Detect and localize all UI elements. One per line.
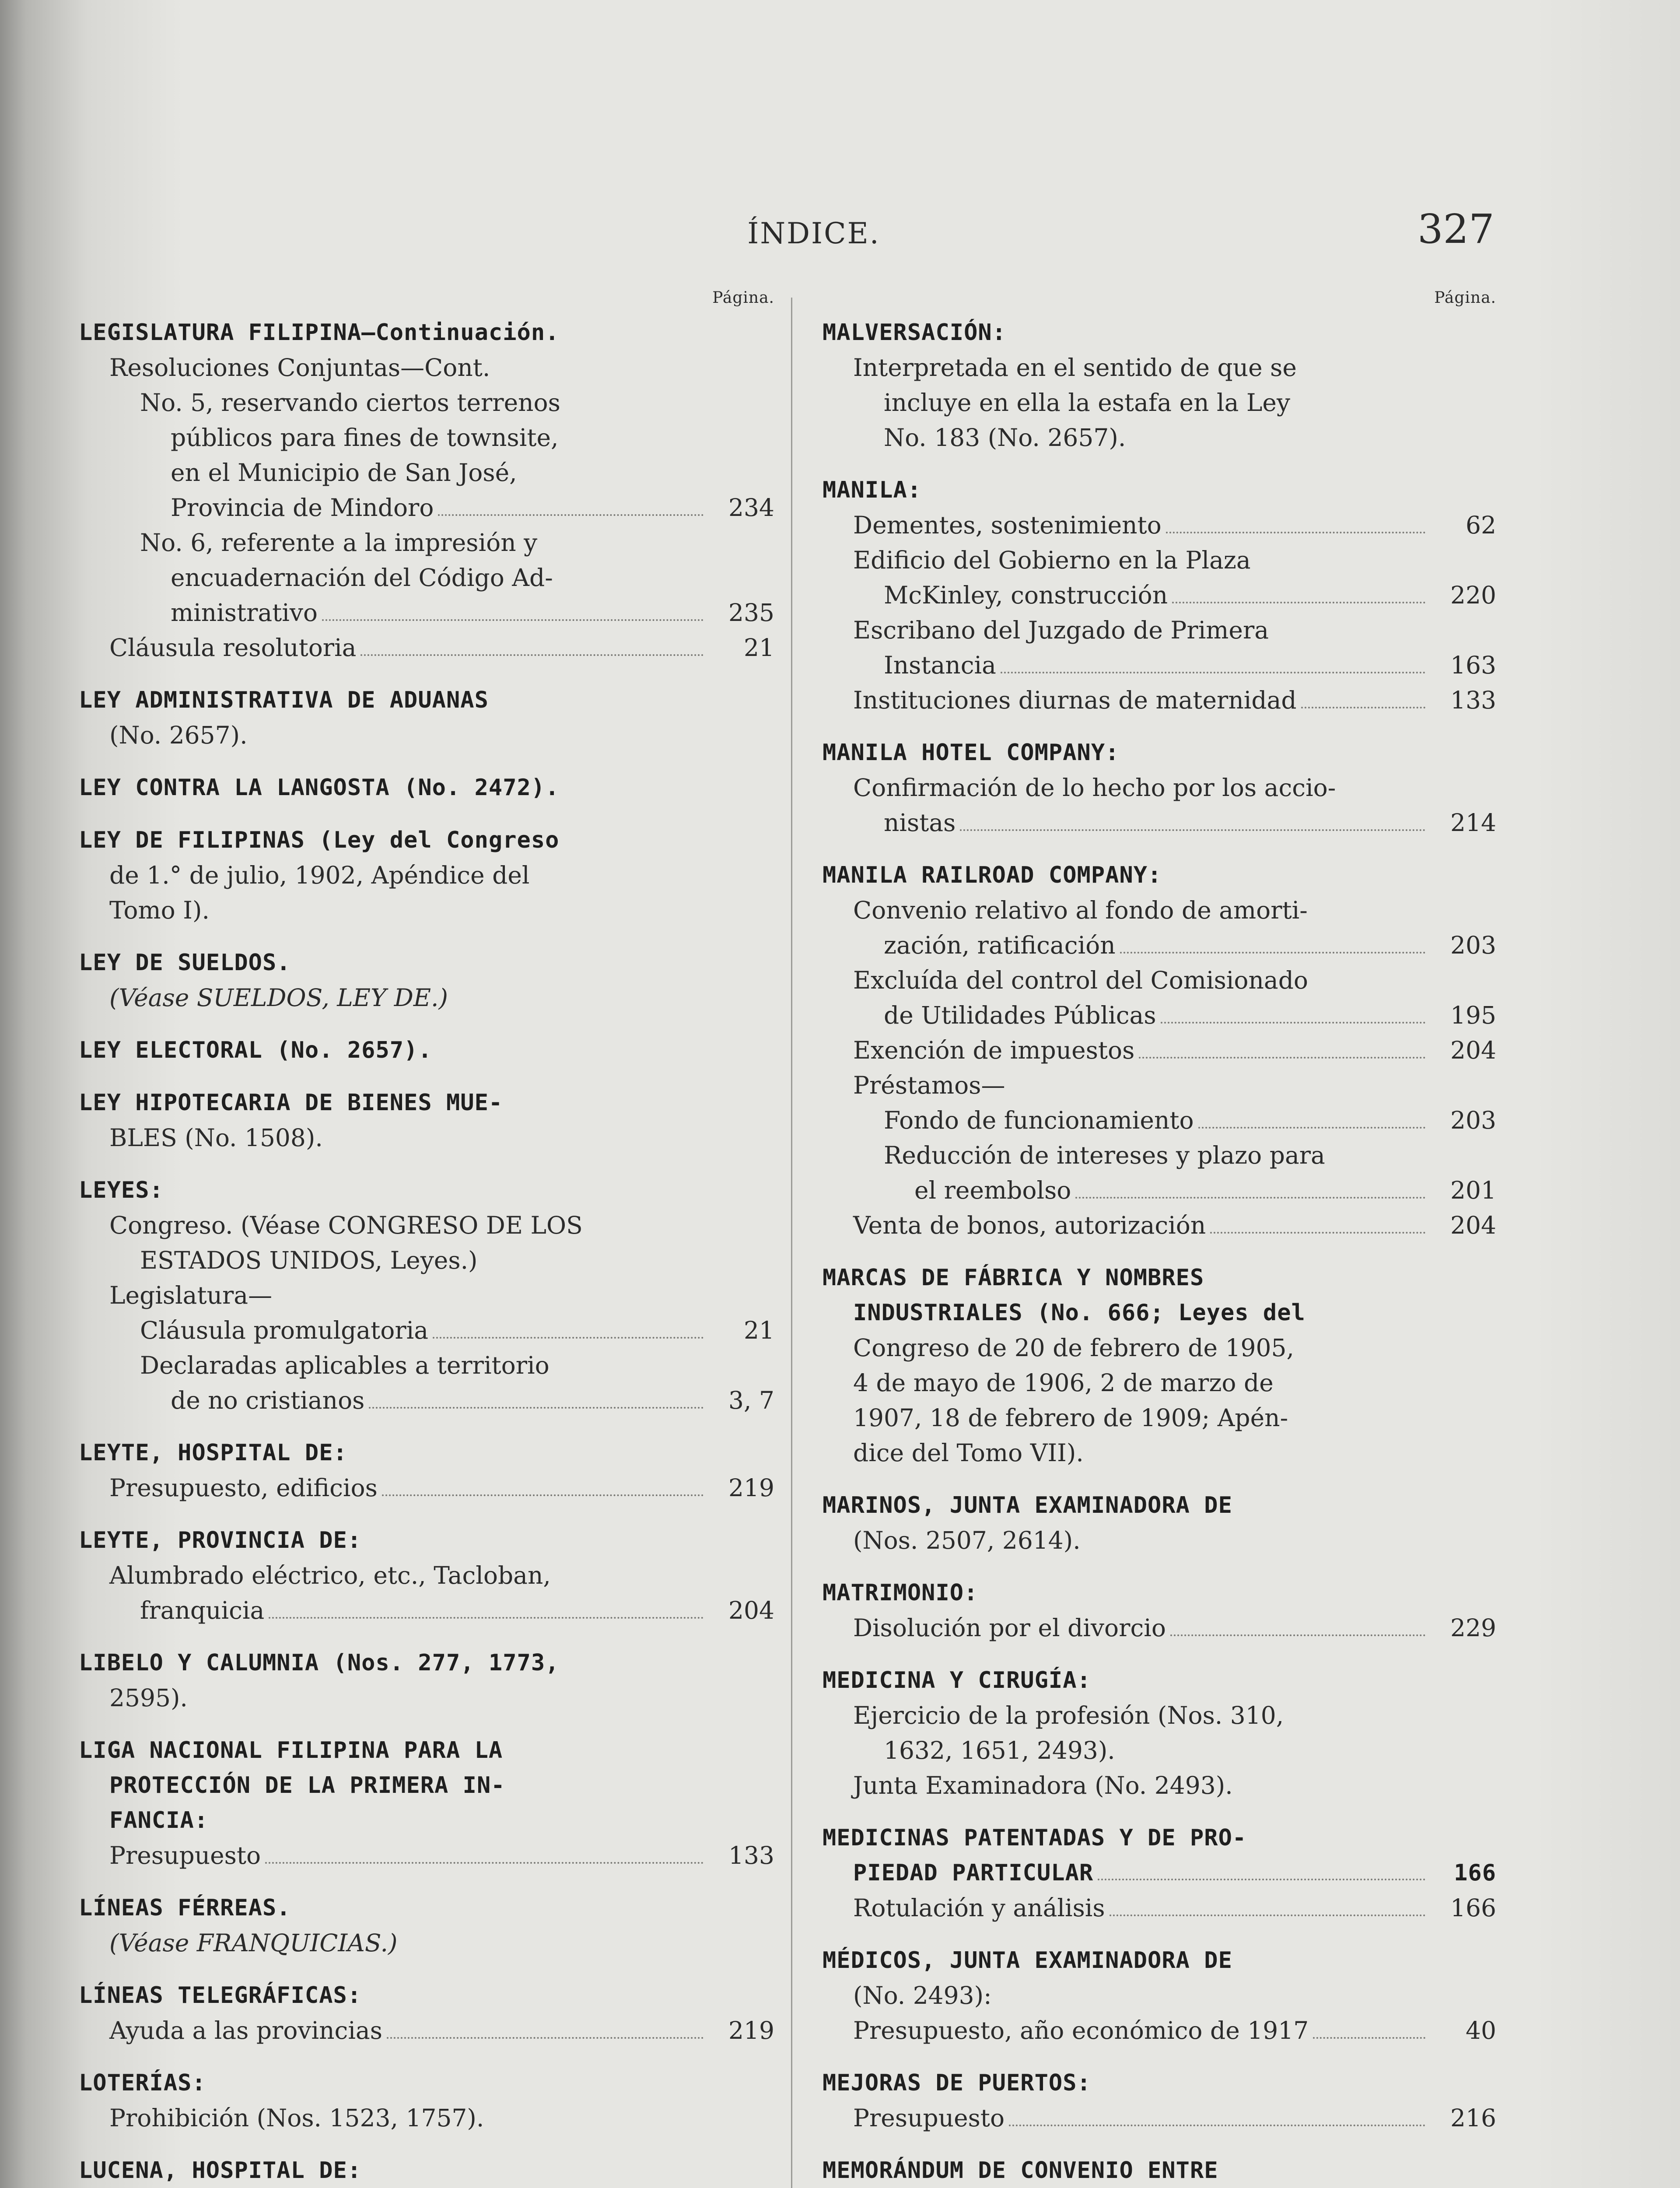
- index-line-with-page: [822, 998, 1496, 1033]
- index-line: 4 de mayo de 1906, 2 de marzo de: [853, 1369, 1274, 1397]
- index-line: Tomo I).: [109, 896, 210, 924]
- index-line-with-page: [822, 1208, 1496, 1243]
- index-line-text: Presupuesto, edificios: [109, 1474, 378, 1502]
- index-line-with-page: [822, 683, 1496, 718]
- index-heading: PROTECCIÓN DE LA PRIMERA IN-: [109, 1772, 505, 1799]
- index-line: (Véase SUELDOS, LEY DE.): [109, 984, 448, 1012]
- page-reference: 166: [1454, 1860, 1496, 1886]
- index-line-text: el reembolso: [914, 1176, 1071, 1204]
- page-reference: 229: [1450, 1614, 1496, 1642]
- page-reference: 216: [1450, 2104, 1496, 2132]
- dot-leader: [1313, 2037, 1425, 2039]
- index-line: 2595).: [109, 1684, 188, 1712]
- index-line: BLES (No. 1508).: [109, 1124, 323, 1152]
- page-reference: 40: [1466, 2016, 1496, 2044]
- index-entry: [822, 735, 1496, 840]
- index-entry: [79, 683, 774, 753]
- index-entry: [79, 1435, 774, 1505]
- index-line-text: Disolución por el divorcio: [853, 1614, 1166, 1642]
- index-line-text: Provincia de Mindoro: [171, 494, 434, 522]
- index-entry: [822, 473, 1496, 718]
- index-heading: LÍNEAS TELEGRÁFICAS:: [79, 1982, 362, 2009]
- index-line-with-page: [79, 1313, 774, 1348]
- dot-leader: [960, 829, 1425, 831]
- index-line-with-page: [822, 2013, 1496, 2048]
- index-line-text: Exención de impuestos: [853, 1036, 1135, 1064]
- index-line-text: de Utilidades Públicas: [884, 1001, 1156, 1029]
- index-line: Excluída del control del Comisionado: [853, 966, 1309, 994]
- dot-leader: [1075, 1197, 1425, 1199]
- index-line-with-page: [822, 1103, 1496, 1138]
- index-line: Legislatura—: [109, 1281, 273, 1309]
- index-line-with-page: [822, 1610, 1496, 1645]
- index-line-with-page: [79, 630, 774, 665]
- page-reference: 133: [1450, 686, 1496, 714]
- index-entry: [822, 1820, 1496, 1925]
- index-line: No. 183 (No. 2657).: [884, 424, 1126, 452]
- index-line-text: Ayuda a las provincias: [109, 2016, 382, 2044]
- index-entry: [79, 770, 774, 805]
- index-line-text: Cláusula promulgatoria: [140, 1316, 429, 1344]
- index-entry: [79, 1085, 774, 1155]
- index-line-text: McKinley, construcción: [884, 581, 1168, 609]
- index-line-text: nistas: [884, 809, 956, 837]
- index-heading: MALVERSACIÓN:: [822, 319, 1006, 346]
- index-entry: [822, 1260, 1496, 1470]
- index-line-text: Venta de bonos, autorización: [853, 1211, 1206, 1239]
- index-line: ESTADOS UNIDOS, Leyes.): [140, 1246, 478, 1274]
- page-reference: 21: [744, 1316, 774, 1344]
- page-reference: 163: [1450, 651, 1496, 679]
- index-line-with-page: [822, 1855, 1496, 1890]
- index-column-left: [79, 289, 774, 2188]
- index-heading: LEY DE FILIPINAS (Ley del Congreso: [79, 827, 560, 853]
- index-line: encuadernación del Código Ad-: [171, 564, 553, 592]
- page-reference: 204: [728, 1596, 774, 1624]
- index-entry: [822, 858, 1496, 1243]
- index-line: 1907, 18 de febrero de 1909; Apén-: [853, 1404, 1288, 1432]
- index-line-with-page: [822, 928, 1496, 963]
- index-line-text: Presupuesto: [853, 2104, 1005, 2132]
- index-line-with-page: [822, 805, 1496, 840]
- index-line-with-page: [822, 1890, 1496, 1925]
- dot-leader: [360, 654, 704, 656]
- index-heading: MATRIMONIO:: [822, 1580, 978, 1606]
- index-heading: LEYTE, HOSPITAL DE:: [79, 1440, 347, 1466]
- index-heading: MARINOS, JUNTA EXAMINADORA DE: [822, 1492, 1232, 1518]
- index-line: dice del Tomo VII).: [853, 1439, 1084, 1467]
- dot-leader: [438, 514, 704, 516]
- index-line: de 1.° de julio, 1902, Apéndice del: [109, 861, 530, 889]
- index-heading: LIBELO Y CALUMNIA (Nos. 277, 1773,: [79, 1650, 560, 1676]
- index-heading: MANILA:: [822, 477, 922, 503]
- dot-leader: [1172, 602, 1425, 603]
- index-line: 1632, 1651, 2493).: [884, 1736, 1115, 1764]
- index-entry: [79, 315, 774, 665]
- index-line-with-page: [79, 2013, 774, 2048]
- index-heading: LEY ELECTORAL (No. 2657).: [79, 1037, 432, 1063]
- index-line-text: PIEDAD PARTICULAR: [853, 1860, 1094, 1886]
- page-reference: 204: [1450, 1036, 1496, 1064]
- dot-leader: [369, 1407, 704, 1409]
- index-line: en el Municipio de San José,: [171, 459, 517, 487]
- index-line: Ejercicio de la profesión (Nos. 310,: [853, 1701, 1284, 1729]
- index-line-with-page: [79, 595, 774, 630]
- pagina-label: Página.: [1434, 289, 1496, 307]
- page-reference: 220: [1450, 581, 1496, 609]
- index-entry: [79, 1733, 774, 1873]
- index-line-with-page: [822, 2100, 1496, 2135]
- index-entry: [79, 823, 774, 928]
- page-reference: 214: [1450, 809, 1496, 837]
- dot-leader: [433, 1337, 704, 1339]
- index-line: (Véase FRANQUICIAS.): [109, 1929, 398, 1957]
- index-line-text: franquicia: [140, 1596, 265, 1624]
- page-reference: 133: [728, 1841, 774, 1869]
- index-entry: [79, 2153, 774, 2188]
- index-line: No. 5, reservando ciertos terrenos: [140, 389, 560, 417]
- pagina-label: Página.: [712, 289, 774, 307]
- index-line-text: Cláusula resolutoria: [109, 634, 357, 662]
- page-reference: 166: [1450, 1894, 1496, 1922]
- index-entry: [822, 2153, 1496, 2188]
- index-entry: [79, 1173, 774, 1418]
- index-line-text: ministrativo: [171, 599, 318, 627]
- index-heading: FANCIA:: [109, 1807, 209, 1834]
- page-reference: 201: [1450, 1176, 1496, 1204]
- index-line-text: Presupuesto: [109, 1841, 261, 1869]
- index-line: Junta Examinadora (No. 2493).: [853, 1771, 1233, 1799]
- dot-leader: [1139, 1057, 1425, 1059]
- page-number: 327: [1418, 206, 1494, 252]
- index-heading: INDUSTRIALES (No. 666; Leyes del: [853, 1300, 1306, 1326]
- index-line: Prohibición (Nos. 1523, 1757).: [109, 2104, 484, 2132]
- index-line-with-page: [79, 1383, 774, 1418]
- index-line: Congreso. (Véase CONGRESO DE LOS: [109, 1211, 583, 1239]
- index-heading: MEMORÁNDUM DE CONVENIO ENTRE: [822, 2157, 1218, 2184]
- index-line: (No. 2493):: [853, 1981, 992, 2009]
- index-line-with-page: [79, 1593, 774, 1628]
- index-heading: LEGISLATURA FILIPINA—Continuación.: [79, 319, 560, 346]
- index-entry: [822, 1943, 1496, 2048]
- index-entry: [822, 315, 1496, 455]
- index-heading: LIGA NACIONAL FILIPINA PARA LA: [79, 1737, 503, 1764]
- index-line: Reducción de intereses y plazo para: [884, 1141, 1325, 1169]
- index-heading: LEY HIPOTECARIA DE BIENES MUE-: [79, 1090, 503, 1116]
- dot-leader: [1120, 952, 1425, 954]
- dot-leader: [322, 619, 704, 621]
- index-line-with-page: [822, 508, 1496, 543]
- dot-leader: [1166, 532, 1425, 533]
- index-line: Alumbrado eléctrico, etc., Tacloban,: [109, 1561, 551, 1589]
- index-heading: MEDICINAS PATENTADAS Y DE PRO-: [822, 1825, 1247, 1851]
- index-heading: LÍNEAS FÉRREAS.: [79, 1895, 291, 1921]
- index-line-with-page: [79, 1838, 774, 1873]
- dot-leader: [269, 1617, 704, 1619]
- index-heading: LEY CONTRA LA LANGOSTA (No. 2472).: [79, 775, 560, 801]
- index-heading: MANILA HOTEL COMPANY:: [822, 740, 1120, 766]
- index-entry: [79, 1523, 774, 1628]
- dot-leader: [1170, 1634, 1425, 1636]
- index-entry: [79, 1978, 774, 2048]
- index-line-with-page: [822, 578, 1496, 613]
- index-heading: LEYTE, PROVINCIA DE:: [79, 1527, 362, 1553]
- dot-leader: [1001, 672, 1425, 673]
- index-heading: LUCENA, HOSPITAL DE:: [79, 2157, 362, 2184]
- index-line: Préstamos—: [853, 1071, 1005, 1099]
- dot-leader: [1009, 2125, 1425, 2126]
- index-line-with-page: [79, 1470, 774, 1505]
- index-column-right: [822, 289, 1496, 2188]
- index-heading: MEDICINA Y CIRUGÍA:: [822, 1667, 1091, 1694]
- dot-leader: [1301, 707, 1425, 708]
- index-heading: LEY DE SUELDOS.: [79, 950, 291, 976]
- index-line: Interpretada en el sentido de que se: [853, 354, 1297, 382]
- index-entry: [79, 1033, 774, 1068]
- dot-leader: [387, 2037, 704, 2039]
- index-line: Resoluciones Conjuntas—Cont.: [109, 354, 490, 382]
- dot-leader: [1210, 1232, 1425, 1234]
- index-line-text: de no cristianos: [171, 1386, 365, 1414]
- index-heading: LEY ADMINISTRATIVA DE ADUANAS: [79, 687, 489, 713]
- index-line-with-page: [822, 1173, 1496, 1208]
- page-reference: 219: [728, 2016, 774, 2044]
- index-heading: MEJORAS DE PUERTOS:: [822, 2070, 1091, 2096]
- index-line: públicos para fines de townsite,: [171, 424, 559, 452]
- index-line-text: Instituciones diurnas de maternidad: [853, 686, 1297, 714]
- index-line-text: Rotulación y análisis: [853, 1894, 1105, 1922]
- dot-leader: [265, 1862, 704, 1864]
- page-reference: 234: [728, 494, 774, 522]
- index-entry: [79, 2065, 774, 2135]
- index-line: Declaradas aplicables a territorio: [140, 1351, 550, 1379]
- page-reference: 62: [1466, 511, 1496, 539]
- page-reference: 235: [728, 599, 774, 627]
- index-entry: [822, 2065, 1496, 2135]
- dot-leader: [382, 1494, 704, 1496]
- page-reference: 203: [1450, 931, 1496, 959]
- index-line-with-page: [79, 490, 774, 525]
- index-line-text: Fondo de funcionamiento: [884, 1106, 1194, 1134]
- index-line: (Nos. 2507, 2614).: [853, 1526, 1081, 1554]
- index-heading: MÉDICOS, JUNTA EXAMINADORA DE: [822, 1947, 1232, 1974]
- index-heading: MARCAS DE FÁBRICA Y NOMBRES: [822, 1265, 1204, 1291]
- dot-leader: [1161, 1022, 1425, 1024]
- dot-leader: [1198, 1127, 1425, 1129]
- index-line: No. 6, referente a la impresión y: [140, 529, 538, 557]
- index-line-text: zación, ratificación: [884, 931, 1116, 959]
- page-header: [0, 206, 1680, 271]
- column-divider: [791, 298, 792, 2188]
- index-line: Congreso de 20 de febrero de 1905,: [853, 1334, 1294, 1362]
- page-reference: 204: [1450, 1211, 1496, 1239]
- dot-leader: [1098, 1879, 1425, 1880]
- page-reference: 203: [1450, 1106, 1496, 1134]
- index-entry: [79, 1645, 774, 1715]
- index-line-with-page: [822, 648, 1496, 683]
- index-line-text: Presupuesto, año económico de 1917: [853, 2016, 1309, 2044]
- page-reference: 219: [728, 1474, 774, 1502]
- page-reference: 21: [744, 634, 774, 662]
- index-line: (No. 2657).: [109, 721, 248, 749]
- index-line-text: Dementes, sostenimiento: [853, 511, 1162, 539]
- index-entry: [822, 1663, 1496, 1803]
- index-heading: LOTERÍAS:: [79, 2070, 206, 2096]
- index-line-text: Instancia: [884, 651, 996, 679]
- index-line-with-page: [822, 1033, 1496, 1068]
- page-reference: 195: [1450, 1001, 1496, 1029]
- index-heading: MANILA RAILROAD COMPANY:: [822, 862, 1162, 888]
- index-line: Convenio relativo al fondo de amorti-: [853, 896, 1308, 924]
- index-line: Escribano del Juzgado de Primera: [853, 616, 1269, 644]
- index-entry: [822, 1575, 1496, 1645]
- index-line: incluye en ella la estafa en la Ley: [884, 389, 1291, 417]
- index-line: Confirmación de lo hecho por los accio-: [853, 774, 1336, 802]
- index-entry: [822, 1488, 1496, 1558]
- index-entry: [79, 945, 774, 1015]
- index-line: Edificio del Gobierno en la Plaza: [853, 546, 1251, 574]
- running-head: ÍNDICE.: [747, 217, 880, 250]
- index-entry: [79, 1890, 774, 1960]
- page-reference: 3, 7: [728, 1386, 774, 1414]
- dot-leader: [1110, 1914, 1425, 1916]
- index-heading: LEYES:: [79, 1177, 164, 1203]
